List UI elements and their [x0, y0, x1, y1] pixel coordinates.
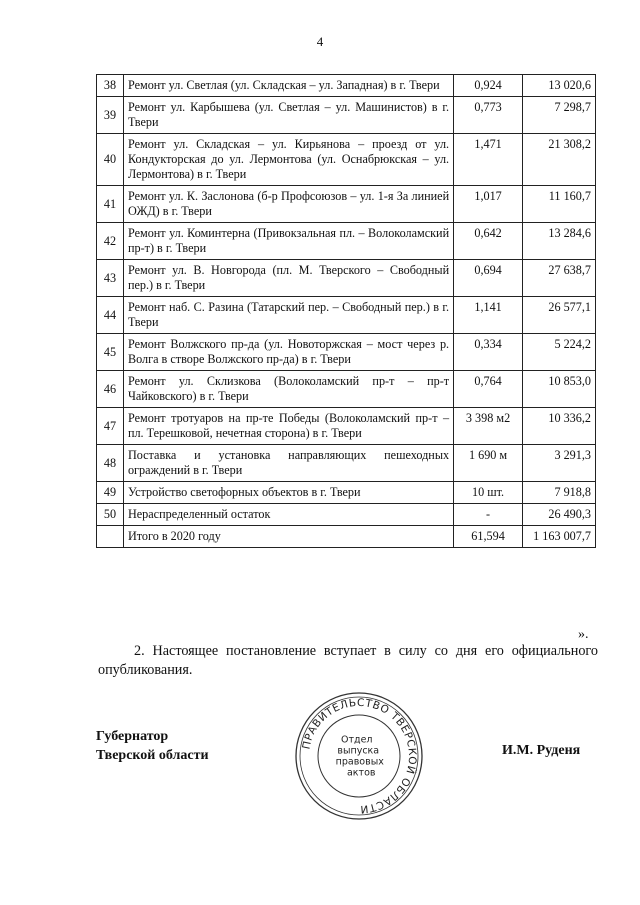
signer-title: [96, 727, 209, 765]
row-sum: 7 298,7: [523, 97, 596, 134]
row-sum: 7 918,8: [523, 482, 596, 504]
official-seal: [293, 690, 425, 822]
signer-name: И.М. Руденя: [502, 743, 581, 758]
row-name: Ремонт тротуаров на пр-те Победы (Волоколамский пр-т – пл. Терешковой, нечетная сторона) в г. Твери: [123, 408, 453, 445]
row-sum: 26 490,3: [523, 504, 596, 526]
closing-quote: ».: [578, 627, 589, 642]
row-length: 0,773: [454, 97, 523, 134]
row-number: 38: [97, 75, 124, 97]
row-name: Ремонт ул. К. Заслонова (б-р Профсоюзов – ул. 1-я За линией ОЖД) в г. Твери: [123, 186, 453, 223]
table-row: [97, 408, 596, 445]
row-sum: 11 160,7: [523, 186, 596, 223]
row-sum: 13 020,6: [523, 75, 596, 97]
row-sum: 10 853,0: [523, 371, 596, 408]
seal-center-line: Отдел: [341, 734, 373, 746]
row-name: Поставка и установка направляющих пешеходных ограждений в г. Твери: [123, 445, 453, 482]
seal-center-line: актов: [346, 767, 376, 779]
row-sum: 3 291,3: [523, 445, 596, 482]
signer-title-line-1: Губернатор: [96, 729, 169, 744]
row-name: Ремонт наб. С. Разина (Татарский пер. – Свободный пер.) в г. Твери: [123, 297, 453, 334]
row-number: 45: [97, 334, 124, 371]
table-row: [97, 371, 596, 408]
row-name: Ремонт ул. Карбышева (ул. Светлая – ул. Машинистов) в г. Твери: [123, 97, 453, 134]
table-row: [97, 504, 596, 526]
row-name: Ремонт ул. В. Новгорода (пл. М. Тверского – Свободный пер.) в г. Твери: [123, 260, 453, 297]
row-number: 44: [97, 297, 124, 334]
row-number: [97, 526, 124, 548]
seal-center-text: [336, 735, 385, 779]
row-name: Ремонт ул. Светлая (ул. Складская – ул. Западная) в г. Твери: [123, 75, 453, 97]
row-length: 0,642: [454, 223, 523, 260]
row-length: 0,694: [454, 260, 523, 297]
row-sum: 10 336,2: [523, 408, 596, 445]
row-length: 0,764: [454, 371, 523, 408]
row-number: 46: [97, 371, 124, 408]
seal-ring-text: ПРАВИТЕЛЬСТВО ТВЕРСКОЙ ОБЛАСТИ: [300, 696, 419, 816]
row-name: Устройство светофорных объектов в г. Твери: [123, 482, 453, 504]
row-sum: 21 308,2: [523, 134, 596, 186]
table-row: [97, 186, 596, 223]
row-length: 3 398 м2: [454, 408, 523, 445]
row-length: 1,141: [454, 297, 523, 334]
table-row: [97, 223, 596, 260]
row-number: 43: [97, 260, 124, 297]
row-name: Итого в 2020 году: [123, 526, 453, 548]
row-length: -: [454, 504, 523, 526]
budget-table-body: [97, 75, 596, 548]
row-sum: 27 638,7: [523, 260, 596, 297]
row-length: 0,334: [454, 334, 523, 371]
table-row: [97, 134, 596, 186]
row-length: 10 шт.: [454, 482, 523, 504]
table-row: [97, 526, 596, 548]
row-number: 40: [97, 134, 124, 186]
row-length: 1,471: [454, 134, 523, 186]
row-number: 47: [97, 408, 124, 445]
table-row: [97, 75, 596, 97]
row-sum: 1 163 007,7: [523, 526, 596, 548]
row-name: Ремонт ул. Склизкова (Волоколамский пр-т – пр-т Чайковского) в г. Твери: [123, 371, 453, 408]
row-sum: 26 577,1: [523, 297, 596, 334]
row-number: 41: [97, 186, 124, 223]
row-sum: 5 224,2: [523, 334, 596, 371]
page-number: 4: [316, 34, 324, 49]
row-number: 50: [97, 504, 124, 526]
row-number: 42: [97, 223, 124, 260]
row-length: 1 690 м: [454, 445, 523, 482]
seal-center-line: правовых: [335, 756, 384, 768]
row-number: 49: [97, 482, 124, 504]
effective-clause: 2. Настоящее постановление вступает в силу со дня его официального опубликования.: [98, 643, 598, 678]
table-row: [97, 260, 596, 297]
row-length: 1,017: [454, 186, 523, 223]
row-length: 0,924: [454, 75, 523, 97]
row-name: Нераспределенный остаток: [123, 504, 453, 526]
table-row: [97, 97, 596, 134]
row-length: 61,594: [454, 526, 523, 548]
row-name: Ремонт ул. Коминтерна (Привокзальная пл. – Волоколамский пр-т) в г. Твери: [123, 223, 453, 260]
table-row: [97, 334, 596, 371]
table-row: [97, 445, 596, 482]
signer-title-line-2: Тверской области: [96, 748, 209, 763]
table-row: [97, 482, 596, 504]
budget-table: [96, 74, 596, 548]
row-number: 48: [97, 445, 124, 482]
row-number: 39: [97, 97, 124, 134]
table-row: [97, 297, 596, 334]
row-name: Ремонт Волжского пр-да (ул. Новоторжская – мост через р. Волга в створе Волжского пр-да) в г. Твери: [123, 334, 453, 371]
row-sum: 13 284,6: [523, 223, 596, 260]
row-name: Ремонт ул. Складская – ул. Кирьянова – проезд от ул. Кондукторская до ул. Лермонтова (ул. Оснабрюкская – ул. Лермонтова) в г. Твери: [123, 134, 453, 186]
seal-center-line: выпуска: [337, 745, 380, 757]
